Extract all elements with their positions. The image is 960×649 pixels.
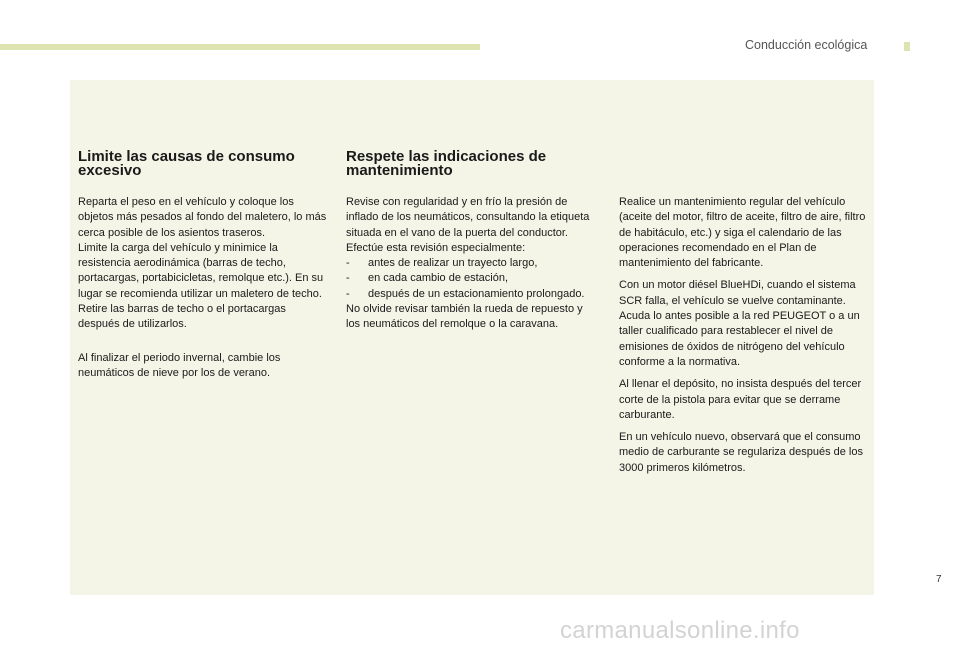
middle-paragraph-3: No olvide revisar también la rueda de repuesto y los neumáticos del remolque o la caravana.	[346, 303, 583, 331]
list-item: - antes de realizar un trayecto largo,	[346, 256, 596, 271]
list-item: - después de un estacionamiento prolongado.	[346, 287, 596, 302]
right-paragraph-3: Al llenar el depósito, no insista después del tercer corte de la pistola para evitar que se derrame carburante.	[619, 378, 862, 421]
header-marker	[904, 42, 910, 51]
left-paragraph-1: Reparta el peso en el vehículo y coloque los objetos más pesados al fondo del maletero, lo más cerca posible de los asientos traseros.	[78, 196, 327, 239]
right-column	[619, 195, 871, 476]
list-item: - en cada cambio de estación,	[346, 271, 596, 286]
section-title: Conducción ecológica	[745, 38, 868, 52]
middle-paragraph-1: Revise con regularidad y en frío la presión de inflado de los neumáticos, consultando la etiqueta situada en el vano de la puerta del conductor.	[346, 196, 590, 239]
middle-heading: Respete las indicaciones de mantenimiento	[346, 148, 547, 179]
header-accent-bar	[0, 44, 480, 50]
middle-paragraph-2: Efectúe esta revisión especialmente:	[346, 241, 526, 254]
inspection-list	[346, 256, 596, 302]
watermark: carmanualsonline.info	[560, 617, 800, 644]
left-paragraph-4: Al finalizar el periodo invernal, cambie los neumáticos de nieve por los de verano.	[78, 351, 281, 379]
left-column	[78, 150, 330, 381]
left-paragraph-3: Retire las barras de techo o el portacargas después de utilizarlos.	[78, 303, 286, 331]
right-paragraph-1: Realice un mantenimiento regular del vehículo (aceite del motor, filtro de aceite, filtro de aire, filtro de habitáculo, etc.) y siga el calendario de las operaciones recomendado en el Plan de mantenimiento del fabricante.	[619, 196, 866, 270]
right-paragraph-2: Con un motor diésel BlueHDi, cuando el sistema SCR falla, el vehículo se vuelve contaminante. Acuda lo antes posible a la red PEUGEOT o a un taller cualificado para restablecer el nivel de emisiones de óxidos de nitrógeno del vehículo conforme a la normativa.	[619, 279, 860, 368]
middle-column	[346, 150, 596, 333]
right-paragraph-4: En un vehículo nuevo, observará que el consumo medio de carburante se regulariza después de los 3000 primeros kilómetros.	[619, 431, 863, 474]
left-heading: Limite las causas de consumo excesivo	[78, 148, 295, 179]
left-paragraph-2: Limite la carga del vehículo y minimice la resistencia aerodinámica (barras de techo, portacargas, portabicicletas, remolque etc.). En su lugar se recomienda utilizar un maletero de techo.	[78, 241, 324, 300]
page-number: 7	[936, 574, 942, 585]
